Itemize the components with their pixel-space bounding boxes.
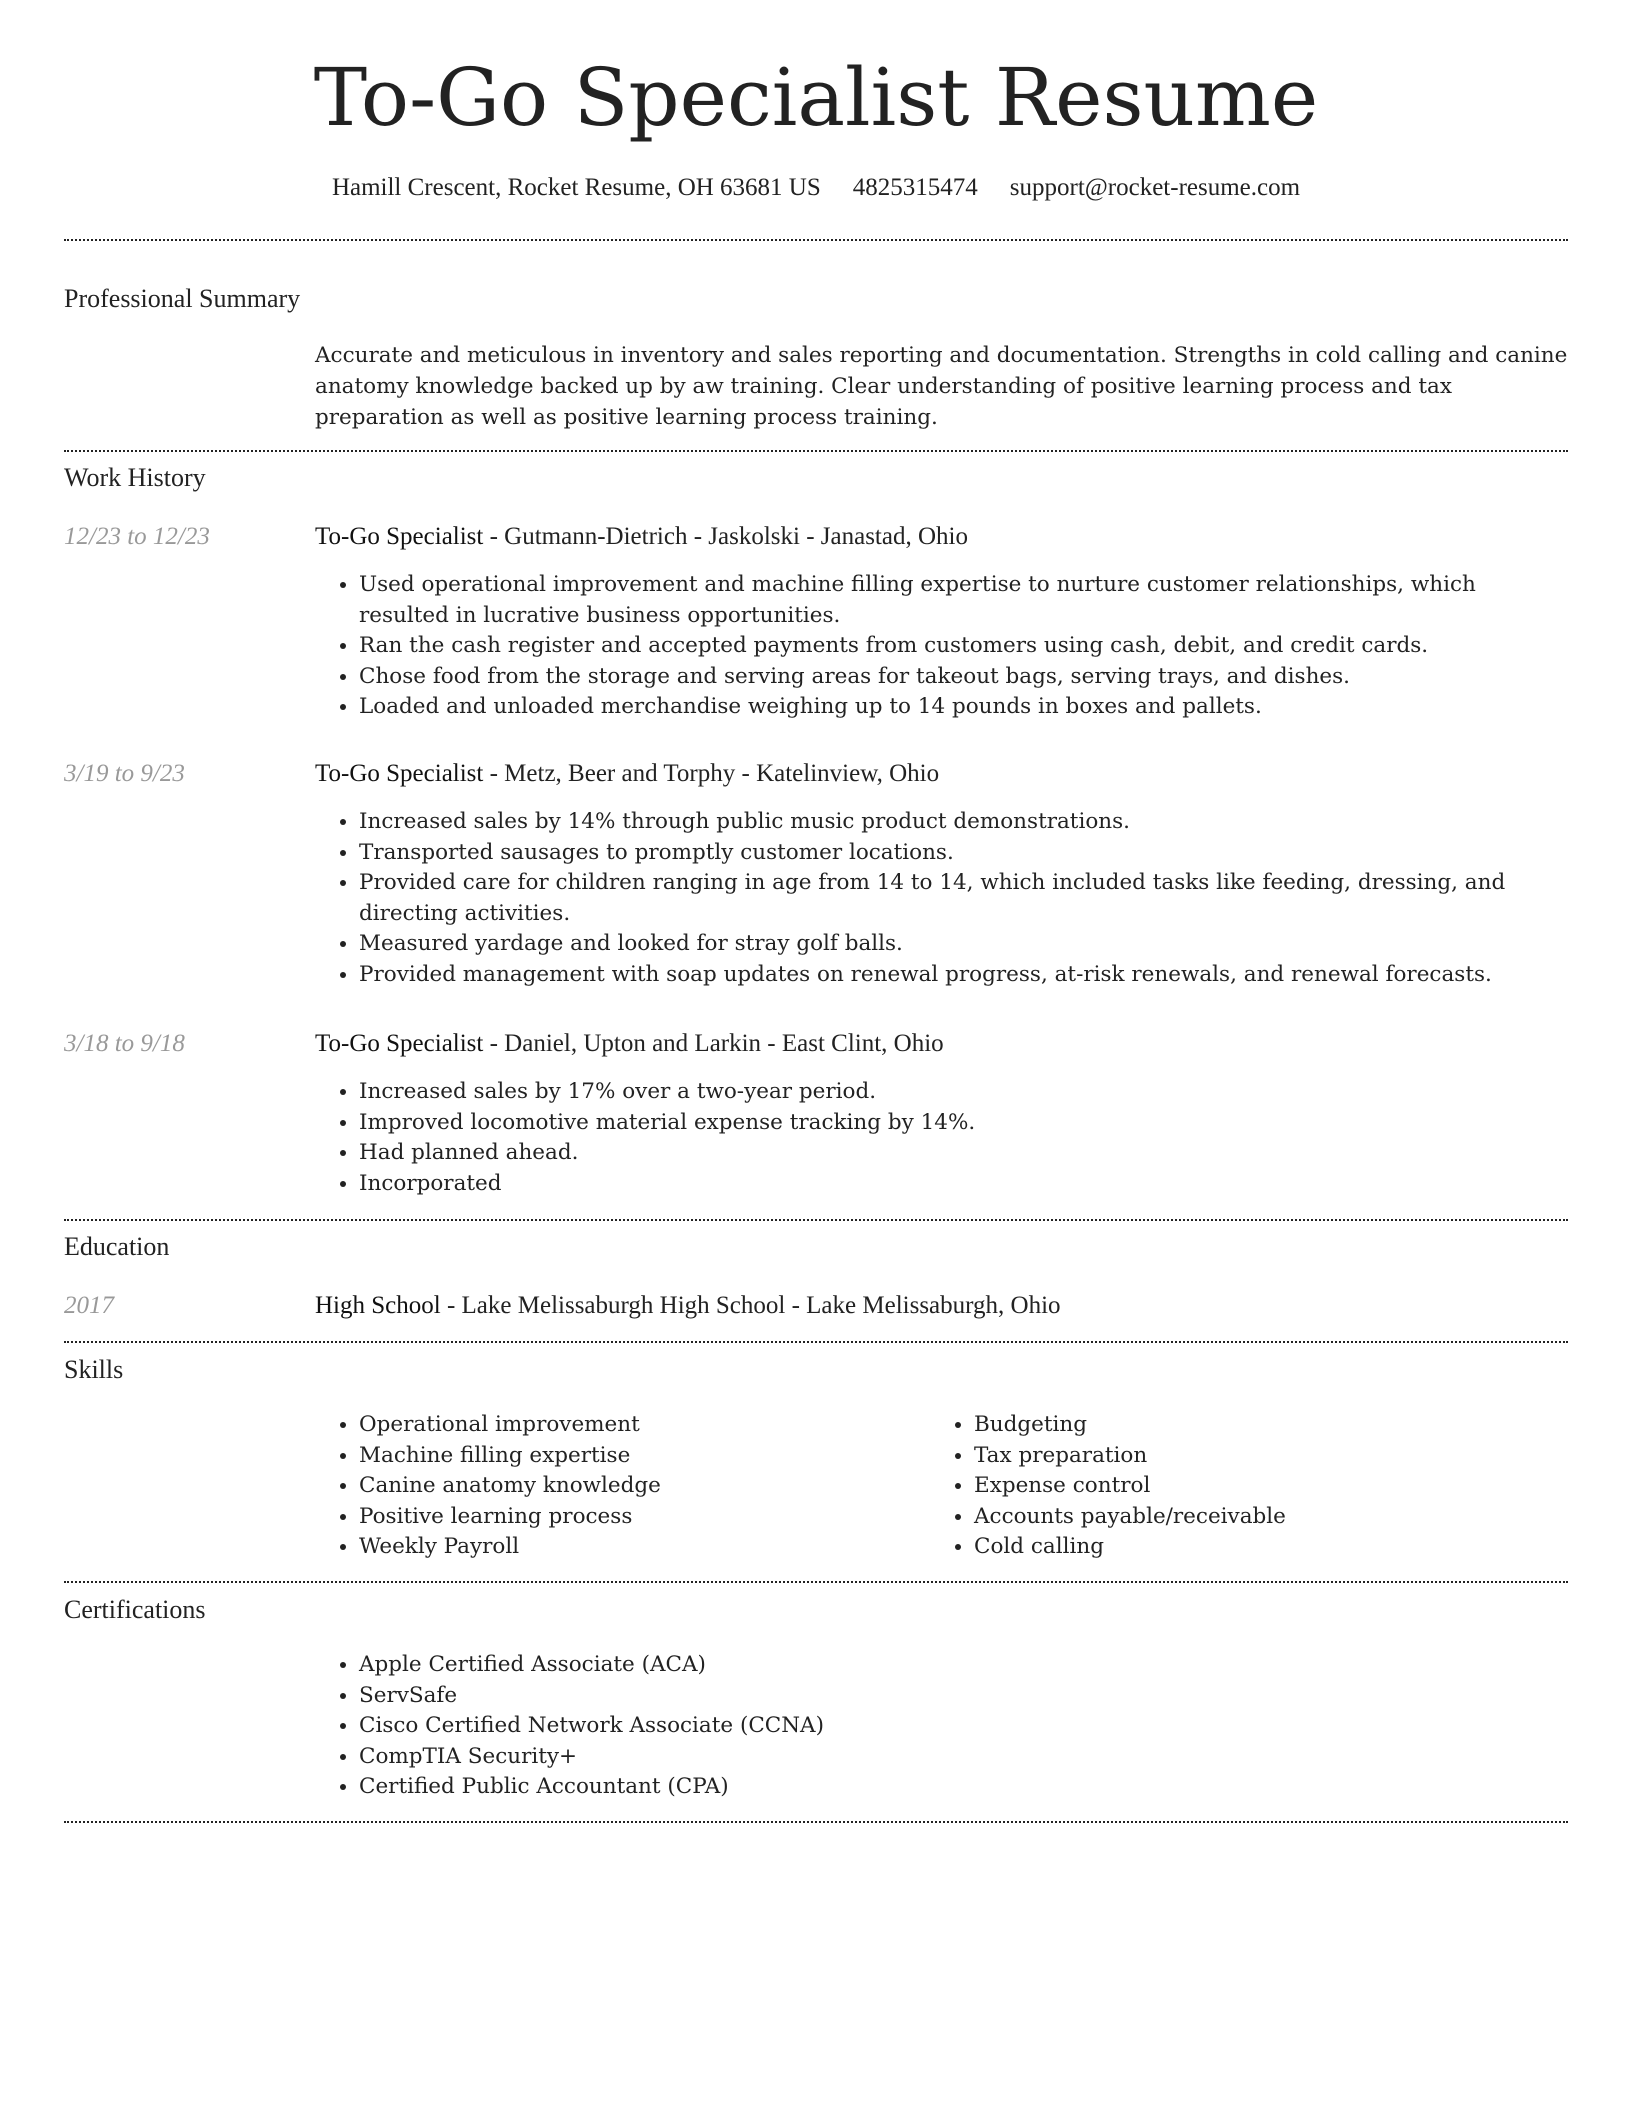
- work-history-heading: Work History: [64, 463, 206, 492]
- job-role: To-Go Specialist: [315, 760, 484, 787]
- summary-text: Accurate and meticulous in inventory and sales reporting and documentation. Strengths in cold calling and canine anatomy knowledge backed up by aw training. Clear understanding of positive learning process and tax preparation as well as positive learning process training.: [315, 343, 1568, 430]
- job-bullets: [315, 807, 1568, 990]
- list-item: • Apple Certified Associate (ACA): [359, 1650, 1568, 1681]
- resume-title: To-Go Specialist Resume: [313, 51, 1319, 144]
- job-title: [315, 756, 1568, 792]
- list-item: • Weekly Payroll: [359, 1532, 915, 1563]
- summary-heading: Professional Summary: [64, 284, 301, 313]
- skills-heading: Skills: [64, 1355, 124, 1384]
- list-item: • Cisco Certified Network Associate (CCNA): [359, 1711, 1568, 1742]
- contact-email: support@rocket-resume.com: [1009, 174, 1301, 201]
- list-item: • Operational improvement: [359, 1410, 915, 1441]
- job-role: To-Go Specialist: [315, 1030, 484, 1057]
- list-item: • Transported sausages to promptly customer locations.: [359, 838, 1568, 869]
- list-item: • Tax preparation: [974, 1441, 1530, 1472]
- certifications-heading: Certifications: [64, 1595, 206, 1624]
- list-item: • Loaded and unloaded merchandise weighing up to 14 pounds in boxes and pallets.: [359, 692, 1568, 723]
- contact-address: Hamill Crescent, Rocket Resume, OH 63681 US: [331, 174, 821, 201]
- list-item: • Certified Public Accountant (CPA): [359, 1772, 1568, 1803]
- list-item: • Accounts payable/receivable: [974, 1502, 1530, 1533]
- list-item: • Provided management with soap updates on renewal progress, at-risk renewals, and renewal forecasts.: [359, 960, 1568, 991]
- list-item: • Canine anatomy knowledge: [359, 1471, 915, 1502]
- education-year: 2017: [64, 1292, 114, 1319]
- section-divider: [64, 1581, 1568, 1583]
- contact-phone: 4825315474: [852, 174, 978, 201]
- list-item: • Measured yardage and looked for stray golf balls.: [359, 929, 1568, 960]
- job-role: To-Go Specialist: [315, 523, 484, 550]
- list-item: • Positive learning process: [359, 1502, 915, 1533]
- job-bullets: [315, 570, 1568, 723]
- list-item: • Cold calling: [974, 1532, 1530, 1563]
- list-item: • Had planned ahead.: [359, 1138, 1568, 1169]
- section-divider: [64, 1219, 1568, 1221]
- job-title: [315, 519, 1568, 555]
- list-item: • CompTIA Security+: [359, 1742, 1568, 1773]
- list-item: • Increased sales by 17% over a two-year period.: [359, 1077, 1568, 1108]
- contact-line: [0, 170, 1632, 206]
- education-entry: [315, 1288, 1568, 1324]
- list-item: • Machine filling expertise: [359, 1441, 915, 1472]
- job-bullets: [315, 1077, 1568, 1199]
- section-divider: [64, 239, 1568, 241]
- education-degree: High School: [315, 1292, 441, 1319]
- skills-list-right: [930, 1410, 1530, 1563]
- skills-list-left: [315, 1410, 915, 1563]
- job-details: - Metz, Beer and Torphy - Katelinview, Ohio: [483, 760, 940, 787]
- section-divider: [64, 1821, 1568, 1823]
- list-item: • Improved locomotive material expense tracking by 14%.: [359, 1108, 1568, 1139]
- education-details: - Lake Melissaburgh High School - Lake Melissaburgh, Ohio: [440, 1292, 1061, 1319]
- job-dates: 12/23 to 12/23: [64, 523, 210, 550]
- job-details: - Daniel, Upton and Larkin - East Clint, Ohio: [483, 1030, 944, 1057]
- section-divider: [64, 1341, 1568, 1343]
- list-item: • Increased sales by 14% through public music product demonstrations.: [359, 807, 1568, 838]
- job-title: [315, 1026, 1568, 1062]
- list-item: • Provided care for children ranging in age from 14 to 14, which included tasks like feeding, dressing, and directing activities.: [359, 868, 1568, 929]
- list-item: • Used operational improvement and machine filling expertise to nurture customer relationships, which resulted in lucrative business opportunities.: [359, 570, 1568, 631]
- list-item: • Budgeting: [974, 1410, 1530, 1441]
- certifications-list: [315, 1650, 1568, 1803]
- list-item: • Expense control: [974, 1471, 1530, 1502]
- list-item: • Ran the cash register and accepted payments from customers using cash, debit, and credit cards.: [359, 631, 1568, 662]
- job-details: - Gutmann-Dietrich - Jaskolski - Janastad, Ohio: [483, 523, 968, 550]
- list-item: • ServSafe: [359, 1681, 1568, 1712]
- education-heading: Education: [64, 1232, 170, 1261]
- section-divider: [64, 450, 1568, 452]
- job-dates: 3/19 to 9/23: [64, 760, 185, 787]
- job-dates: 3/18 to 9/18: [64, 1030, 185, 1057]
- list-item: • Chose food from the storage and serving areas for takeout bags, serving trays, and dishes.: [359, 662, 1568, 693]
- list-item: • Incorporated: [359, 1169, 1568, 1200]
